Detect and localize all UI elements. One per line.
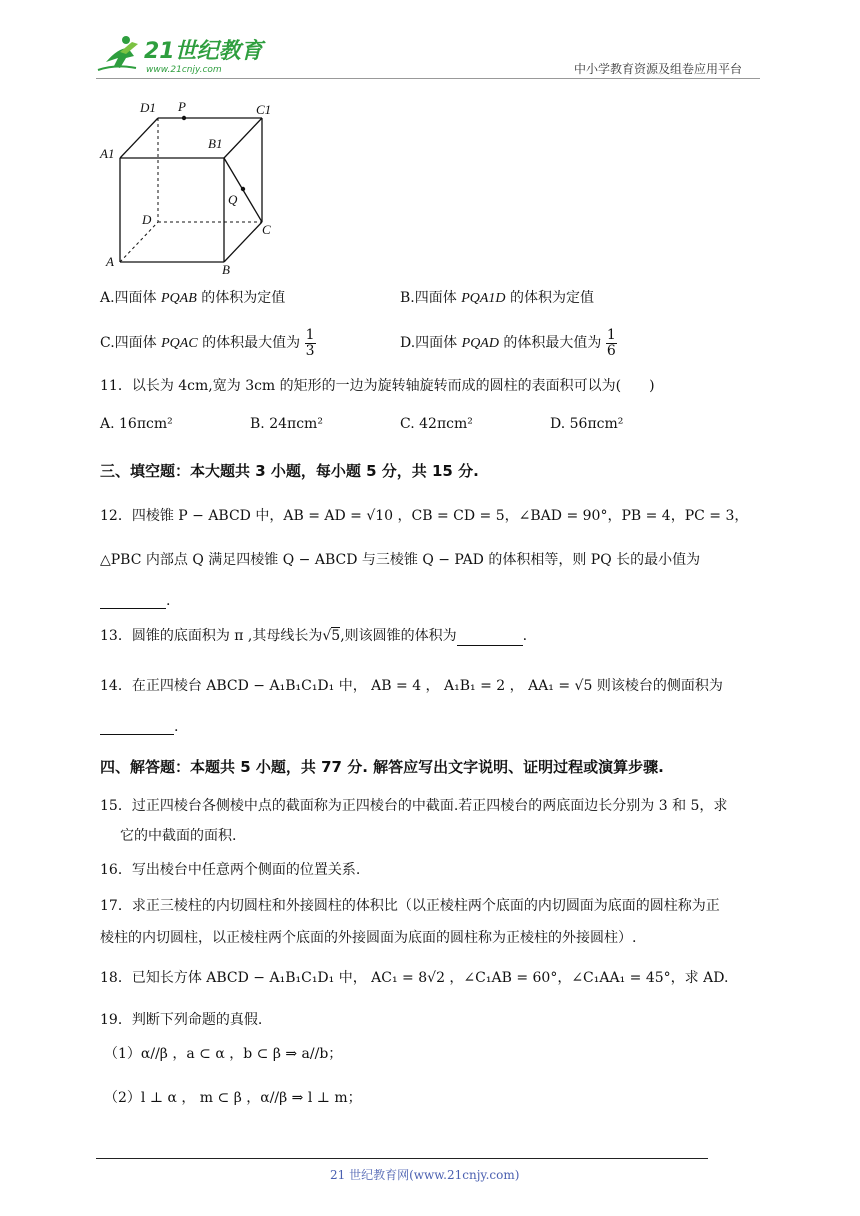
- fraction-one-sixth: $\frac{1}{6}$: [606, 326, 616, 359]
- page-header: [0, 0, 860, 90]
- section-4-title: 四、解答题：本题共 5 小题，共 77 分. 解答应写出文字说明、证明过程或演算步骤.: [100, 758, 664, 776]
- point-p: [182, 116, 186, 120]
- q17-line-2: 棱柱的内切圆柱，以正棱柱两个底面的外接圆面为底面的圆柱称为正棱柱的外接圆柱）.: [100, 930, 637, 946]
- q16-text: 16．写出棱台中任意两个侧面的位置关系.: [100, 862, 361, 878]
- header-platform-name: 中小学教育资源及组卷应用平台: [574, 62, 743, 76]
- label-b: B: [222, 262, 230, 276]
- q11-option-a: A. 16πcm²: [100, 416, 173, 432]
- label-c1: C1: [256, 102, 272, 117]
- q10-option-d: D.四面体 PQAD 的体积最大值为 $\frac{1}{6}$: [400, 326, 616, 359]
- q19-stem: 19．判断下列命题的真假.: [100, 1012, 263, 1028]
- label-b1: B1: [208, 136, 223, 151]
- q11-option-c: C. 42πcm²: [400, 416, 473, 432]
- q10-option-b: B.四面体 PQA1D 的体积为定值: [400, 290, 594, 306]
- label-a: A: [106, 254, 114, 269]
- cube-figure: [98, 96, 288, 276]
- label-d: D: [142, 212, 152, 227]
- section-3-title: 三、填空题：本大题共 3 小题，每小题 5 分，共 15 分.: [100, 462, 479, 480]
- label-c: C: [262, 222, 271, 237]
- label-a1: A1: [100, 146, 115, 161]
- q17-line-1: 17．求正三棱柱的内切圆柱和外接圆柱的体积比（以正棱柱两个底面的内切圆面为底面的圆柱称为正: [100, 898, 720, 914]
- footer-text[interactable]: 21 世纪教育网(www.21cnjy.com): [330, 1168, 520, 1182]
- label-q: Q: [228, 192, 238, 207]
- label-p: P: [178, 99, 186, 114]
- svg-text:www.21cnjy.com: www.21cnjy.com: [146, 65, 222, 75]
- q14-answer-blank[interactable]: .: [100, 716, 178, 735]
- q15-line-2: 它的中截面的面积.: [120, 828, 237, 844]
- label-d1: D1: [140, 100, 156, 115]
- site-logo: [96, 34, 266, 78]
- runner-icon: [98, 36, 138, 70]
- q11-stem: 11．以长为 4cm,宽为 3cm 的矩形的一边为旋转轴旋转而成的圆柱的表面积可以为( ): [100, 378, 655, 394]
- q12-answer-blank[interactable]: .: [100, 590, 170, 609]
- q12-line-1: 12．四棱锥 P − ABCD 中，AB = AD = √10 ，CB = CD = 5，∠BAD = 90°，PB = 4，PC = 3，: [100, 508, 749, 524]
- q10-option-c: C.四面体 PQAC 的体积最大值为 $\frac{1}{3}$: [100, 326, 315, 359]
- q12-line-2: △PBC 内部点 Q 满足四棱锥 Q − ABCD 与三棱锥 Q − PAD 的体积相等，则 PQ 长的最小值为: [100, 552, 701, 568]
- q18-text: 18．已知长方体 ABCD − A₁B₁C₁D₁ 中， AC₁ = 8√2 ，∠C₁AB = 60°，∠C₁AA₁ = 45°，求 AD.: [100, 970, 729, 986]
- footer-divider: [96, 1158, 708, 1159]
- point-q: [241, 187, 245, 191]
- q15-line-1: 15．过正四棱台各侧棱中点的截面称为正四棱台的中截面.若正四棱台的两底面边长分别为 3 和 5，求: [100, 798, 728, 814]
- svg-text:21世纪教育: 21世纪教育: [144, 39, 263, 64]
- q11-option-b: B. 24πcm²: [250, 416, 323, 432]
- q10-option-a: A.四面体 PQAB 的体积为定值: [100, 290, 286, 306]
- q11-option-d: D. 56πcm²: [550, 416, 624, 432]
- q13-text: 13．圆锥的底面积为 π ,其母线长为√5,则该圆锥的体积为 .: [100, 628, 528, 644]
- q13-answer-blank[interactable]: [457, 631, 523, 646]
- q14-line-1: 14．在正四棱台 ABCD − A₁B₁C₁D₁ 中， AB = 4 ， A₁B₁ = 2 ， AA₁ = √5 则该棱台的侧面积为: [100, 678, 723, 694]
- fraction-one-third: $\frac{1}{3}$: [305, 326, 315, 359]
- sqrt-five: 5: [331, 628, 341, 644]
- header-divider: [96, 78, 760, 79]
- q19-item-2: （2）l ⊥ α ， m ⊂ β ，α//β ⇒ l ⊥ m；: [104, 1090, 362, 1106]
- q19-item-1: （1）α//β ，a ⊂ α ，b ⊂ β ⇒ a//b；: [104, 1046, 343, 1062]
